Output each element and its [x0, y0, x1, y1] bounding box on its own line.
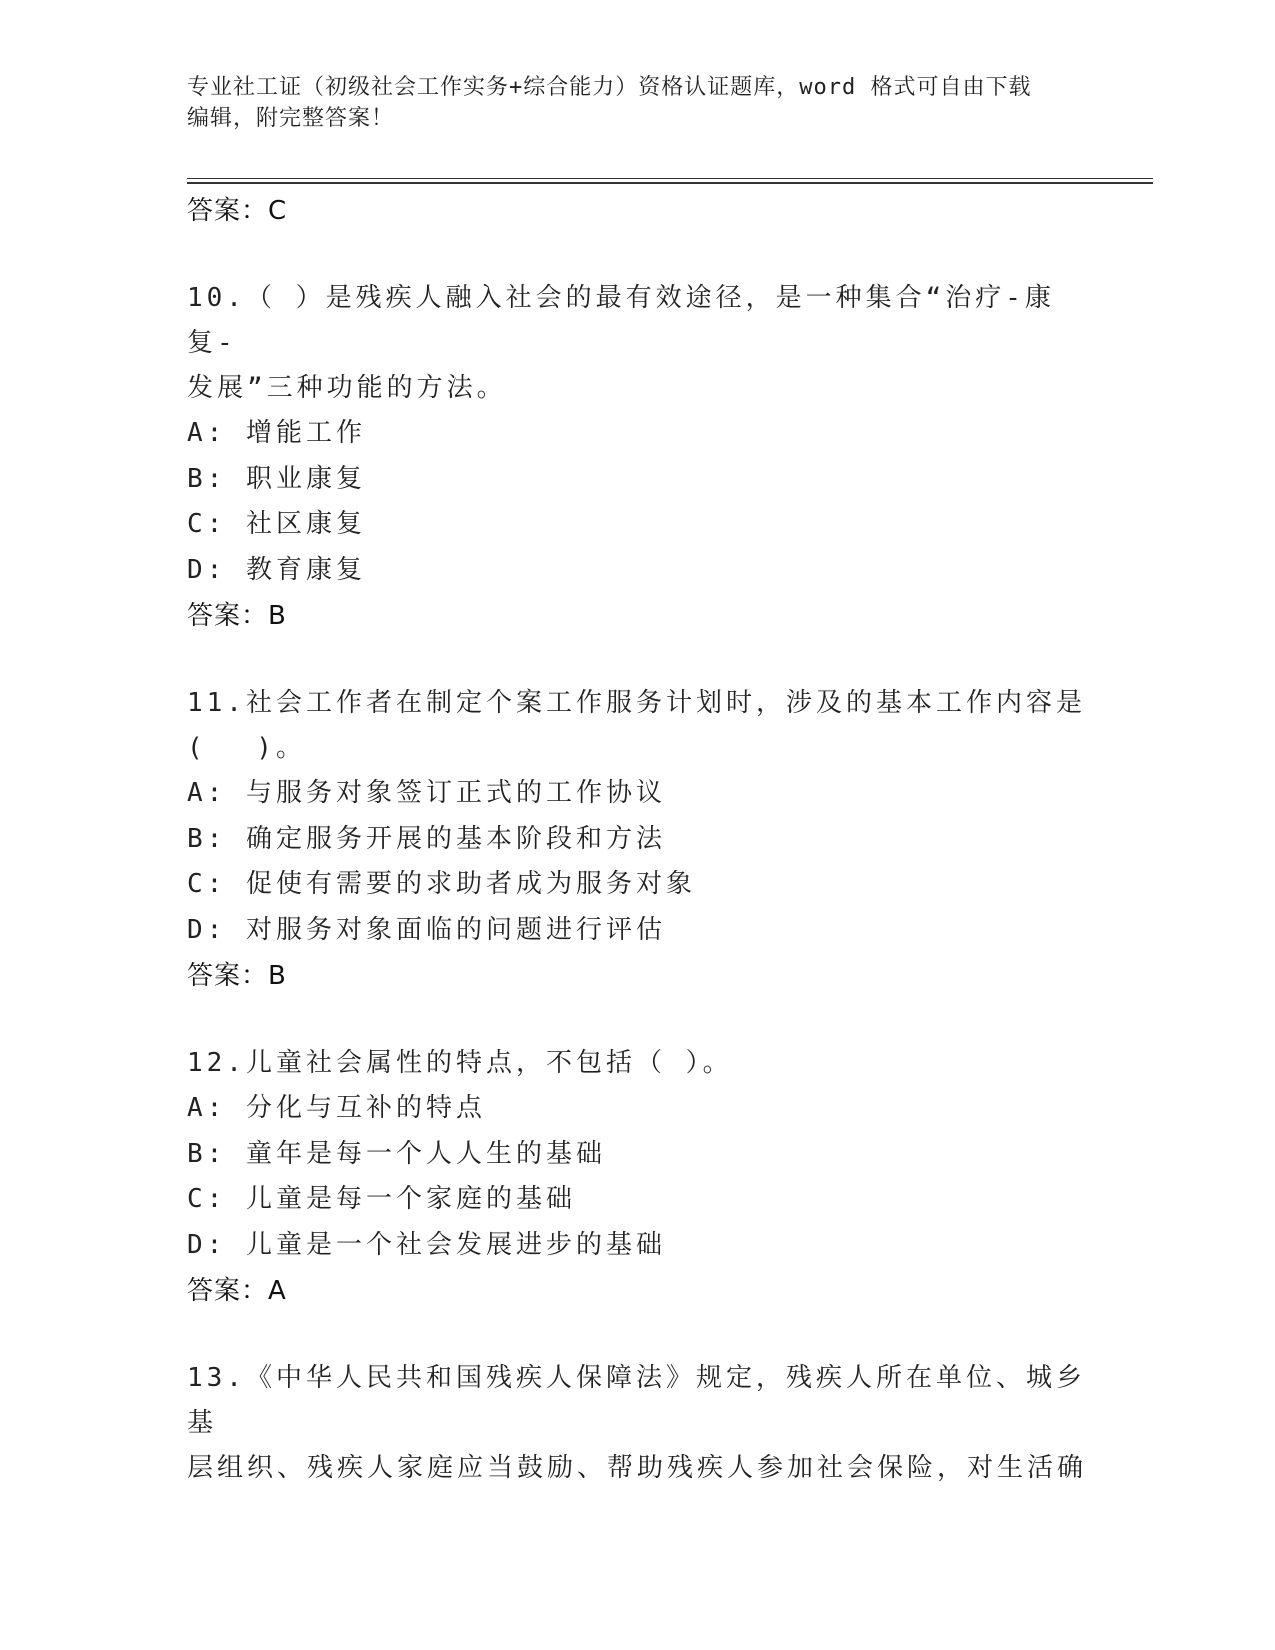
option-b: B: 童年是每一个人人生的基础	[187, 1138, 606, 1169]
option-a: A: 分化与互补的特点	[187, 1093, 486, 1123]
question-list	[187, 188, 1087, 1491]
header-divider-thick	[187, 182, 1153, 184]
answer-line: 答案：C	[187, 196, 288, 226]
option-d: D: 教育康复	[187, 554, 366, 585]
option-d: D: 儿童是一个社会发展进步的基础	[187, 1229, 666, 1260]
question-10	[187, 276, 1087, 639]
header-divider-thin	[187, 178, 1153, 179]
question-text: 11.社会工作者在制定个案工作服务计划时，涉及的基本工作内容是	[187, 688, 1086, 718]
header-line-2: 编辑，附完整答案！	[187, 106, 395, 131]
question-11	[187, 681, 1087, 999]
option-d: D: 对服务对象面临的问题进行评估	[187, 914, 666, 945]
option-a: A: 增能工作	[187, 418, 366, 448]
question-12	[187, 1041, 1087, 1314]
option-a: A: 与服务对象签订正式的工作协议	[187, 778, 666, 808]
header-line-1: 专业社工证（初级社会工作实务+综合能力）资格认证题库，word 格式可自由下载	[187, 75, 1032, 100]
question-text-cont: ( )。	[187, 733, 306, 763]
option-c: C: 儿童是每一个家庭的基础	[187, 1184, 576, 1214]
option-b: B: 确定服务开展的基本阶段和方法	[187, 823, 666, 854]
document-header	[187, 72, 1087, 134]
answer-line: 答案：B	[187, 601, 287, 631]
question-text-cont: 发展”三种功能的方法。	[187, 373, 507, 403]
question-text: 10.（ ）是残疾人融入社会的最有效途径，是一种集合“治疗-康复-	[187, 283, 1055, 358]
question-13	[187, 1356, 1087, 1491]
option-c: C: 社区康复	[187, 509, 366, 539]
option-b: B: 职业康复	[187, 463, 366, 494]
question-text-cont: 层组织、残疾人家庭应当鼓励、帮助残疾人参加社会保险，对生活确	[187, 1453, 1088, 1483]
answer-line: 答案：A	[187, 1276, 287, 1306]
option-c: C: 促使有需要的求助者成为服务对象	[187, 869, 696, 899]
question-text: 13.《中华人民共和国残疾人保障法》规定，残疾人所在单位、城乡基	[187, 1363, 1086, 1438]
question-text: 12.儿童社会属性的特点，不包括（ ）。	[187, 1048, 733, 1078]
answer-line: 答案：B	[187, 961, 287, 991]
